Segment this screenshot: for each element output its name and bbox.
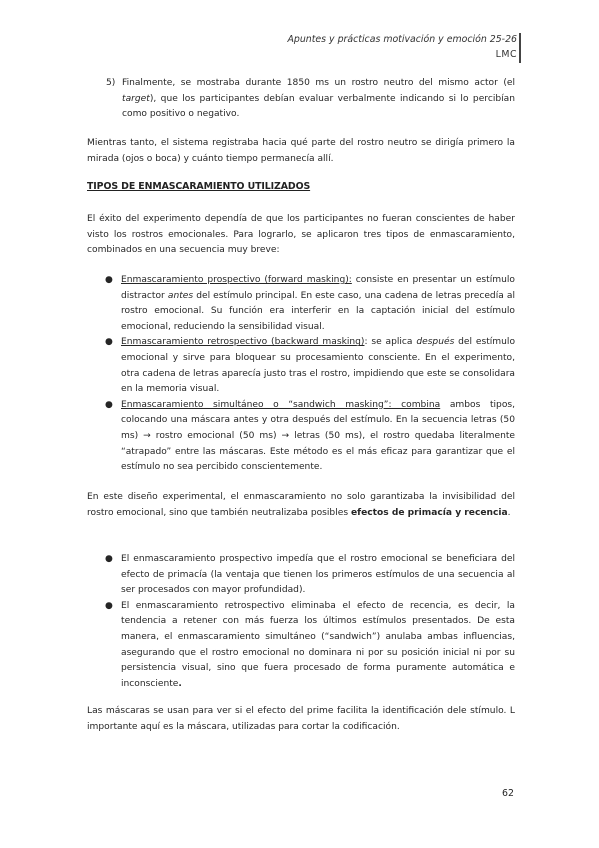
paragraph-text-part: En este diseño experimental, el enmascaramiento no solo garantizaba la invisibilidad del rostro emocional, sino que también neutralizaba posibles	[87, 492, 515, 518]
list-item	[87, 335, 515, 397]
page-header	[287, 33, 517, 62]
bullet-icon: ●	[105, 554, 113, 564]
paragraph-bold: efectos de primacía y recencia	[350, 507, 508, 518]
item-text-end: .	[178, 678, 182, 689]
bullet-icon: ●	[105, 600, 113, 611]
bullet-icon: ●	[105, 337, 113, 348]
item-label: Enmascaramiento prospectivo (forward masking):	[121, 275, 352, 285]
item-text-part: consiste en presentar un estímulo distractor	[121, 275, 515, 301]
item-text-part: ), que los participantes debían evaluar verbalmente indicando si lo percibían como positivo o negativo.	[122, 93, 515, 120]
paragraph-registro: Mientras tanto, el sistema registraba hacia qué parte del rostro neutro se dirigía primero la mirada (ojos o boca) y cuánto tiempo permanecía allí.	[87, 138, 515, 164]
paragraph-mascaras: Las máscaras se usan para ver si el efecto del prime facilita la identificación dele stímulo. L importante aquí es la máscara, utilizadas para cortar la codificación.	[87, 706, 515, 732]
item-italic: target	[122, 93, 150, 104]
numbered-item-5	[106, 76, 515, 123]
list-item	[87, 599, 515, 693]
item-text: El enmascaramiento prospectivo impedía que el rostro emocional se beneficiara del efecto de primacía (la ventaja que tienen los primeros estímulos de una secuencia al ser procesados con mayor profundidad).	[121, 554, 515, 596]
header-subtitle: LMC	[495, 48, 517, 60]
item-text: El enmascaramiento retrospectivo eliminaba el efecto de recencia, es decir, la tendencia a retener con más fuerza los últimos estímulos presentados. De esta manera, el enmascaramiento simultáneo (“sandwich”) anulaba ambas influencias, asegurando que el rostro emocional no dominara ni por su posición inicial ni por su persistencia visual, sino que fuera procesado de forma puramente automática e inconsciente	[121, 600, 515, 689]
section-heading: TIPOS DE ENMASCARAMIENTO UTILIZADOS	[87, 181, 311, 192]
paragraph-exito: El éxito del experimento dependía de que los participantes no fueran conscientes de haber visto los rostros emocionales. Para lograrlo, se aplicaron tres tipos de enmascaramiento, combinados en una secuencia muy breve:	[87, 214, 515, 256]
item-number: 5)	[106, 78, 116, 88]
paragraph-text-part: .	[507, 507, 511, 518]
item-label: Enmascaramiento retrospectivo (backward masking)	[121, 337, 365, 348]
item-italic: antes	[167, 290, 194, 301]
header-rule	[519, 33, 521, 63]
list-item	[87, 398, 515, 476]
paragraph-diseno	[87, 490, 515, 521]
list-item	[87, 552, 515, 599]
bullet-icon: ●	[105, 275, 113, 285]
item-label: Enmascaramiento simultáneo o “sandwich masking”: combina	[121, 399, 441, 410]
effects-list	[87, 552, 515, 692]
item-text-part: Finalmente, se mostraba durante 1850 ms un rostro neutro del mismo actor (el	[122, 78, 515, 88]
list-item	[87, 273, 515, 335]
page-number: 62	[502, 788, 514, 799]
masking-types-list	[87, 273, 515, 476]
item-italic: después	[416, 337, 455, 348]
bullet-icon: ●	[105, 399, 113, 410]
header-title: Apuntes y prácticas motivación y emoción 25-26	[287, 34, 517, 45]
item-text-part: : se aplica	[364, 337, 417, 348]
item-text-part: del estímulo emocional y sirve para bloquear su procesamiento consciente. En el experimento, otra cadena de letras aparecía justo tras el rostro, impidiendo que este se consolidara en la memoria visual.	[121, 337, 516, 395]
item-text-part: ambos tipos, colocando una máscara antes y otra después del estímulo. En la secuencia letras (50 ms) → rostro emocional (50 ms) → letras (50 ms), el rostro quedaba literalmente “atrapado” entre las máscaras. Este método es el más eficaz para garantizar que el estímulo no sea percibido conscientemente.	[121, 399, 516, 473]
item-text-part: del estímulo principal. En este caso, una cadena de letras precedía al rostro emocional. Su función era interferir en la captación inicial del estímulo emocional, reduciendo la sensibilidad visual.	[121, 290, 515, 332]
item-text	[122, 76, 515, 123]
